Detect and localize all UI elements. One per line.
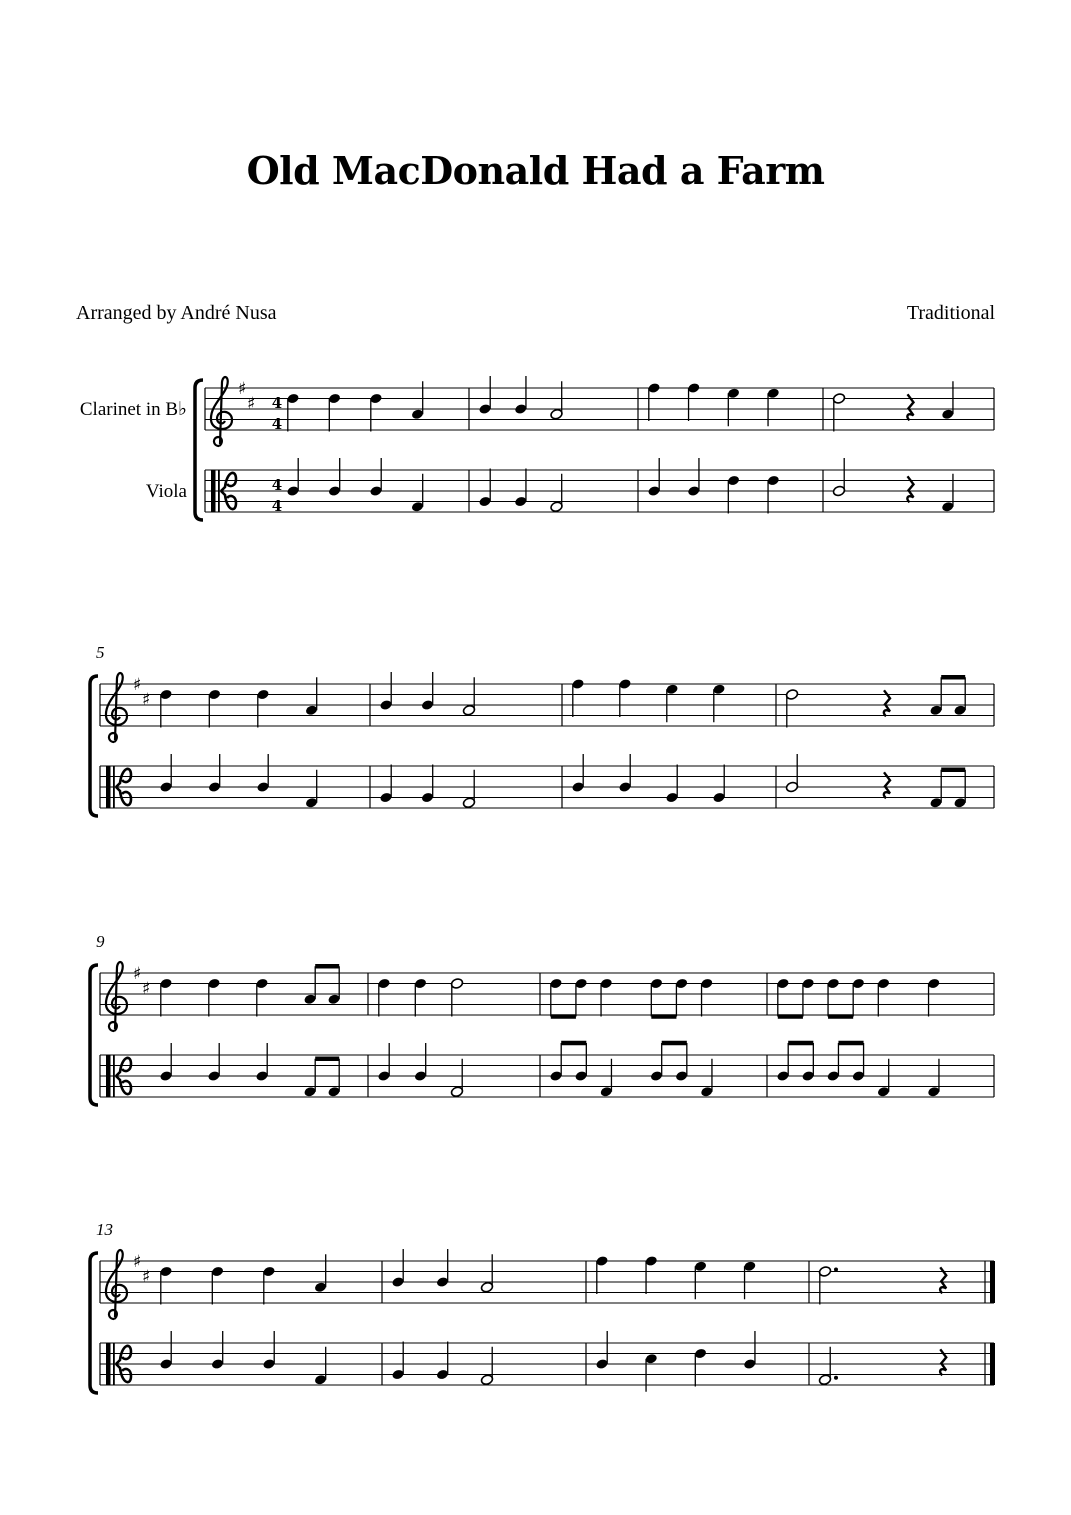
alto-clef-curve [116,787,131,805]
measure-number: 5 [96,643,105,662]
alto-clef-bar [106,1055,111,1097]
measure-number: 13 [96,1220,113,1239]
page-title: Old MacDonald Had a Farm [246,148,825,193]
alto-clef-bar [106,1343,111,1385]
measure-number: 9 [96,932,105,951]
treble-clef [106,962,127,1031]
alto-clef-bar [218,470,220,512]
alto-clef-curve [221,491,236,509]
alto-clef-curve [221,473,236,491]
composer-credit: Traditional [906,302,995,324]
alto-clef-bar [113,766,115,808]
final-barline [990,1261,995,1303]
augmentation-dot [834,1268,838,1272]
arranger-credit: Arranged by André Nusa [76,302,277,324]
system-bracket [90,676,98,816]
alto-clef-curve [116,1076,131,1094]
sharp-accidental: ♯ [133,675,142,695]
sharp-accidental: ♯ [142,1267,151,1287]
system-bracket [90,1253,98,1393]
alto-clef-curve [116,1346,131,1364]
alto-clef-bar [211,470,216,512]
sharp-accidental: ♯ [133,1252,142,1272]
sharp-accidental: ♯ [142,979,151,999]
system-bracket [90,965,98,1105]
augmentation-dot [834,1376,838,1380]
sharp-accidental: ♯ [142,690,151,710]
alto-clef-bar [113,1055,115,1097]
treble-clef [106,1250,127,1319]
treble-clef [211,377,232,446]
alto-clef-bar [113,1343,115,1385]
time-signature-top: 4 [271,476,283,494]
alto-clef-curve [116,1058,131,1076]
time-signature-bottom: 4 [271,415,283,433]
system-bracket [195,380,203,520]
sharp-accidental: ♯ [238,379,247,399]
instrument-label-clarinet: Clarinet in B♭ [79,399,187,420]
time-signature-top: 4 [271,394,283,412]
sharp-accidental: ♯ [133,964,142,984]
treble-clef [106,673,127,742]
alto-clef-bar [106,766,111,808]
instrument-label-viola: Viola [145,481,187,502]
final-barline [990,1343,995,1385]
alto-clef-curve [116,1364,131,1382]
time-signature-bottom: 4 [271,497,283,515]
sharp-accidental: ♯ [247,394,256,414]
alto-clef-curve [116,769,131,787]
